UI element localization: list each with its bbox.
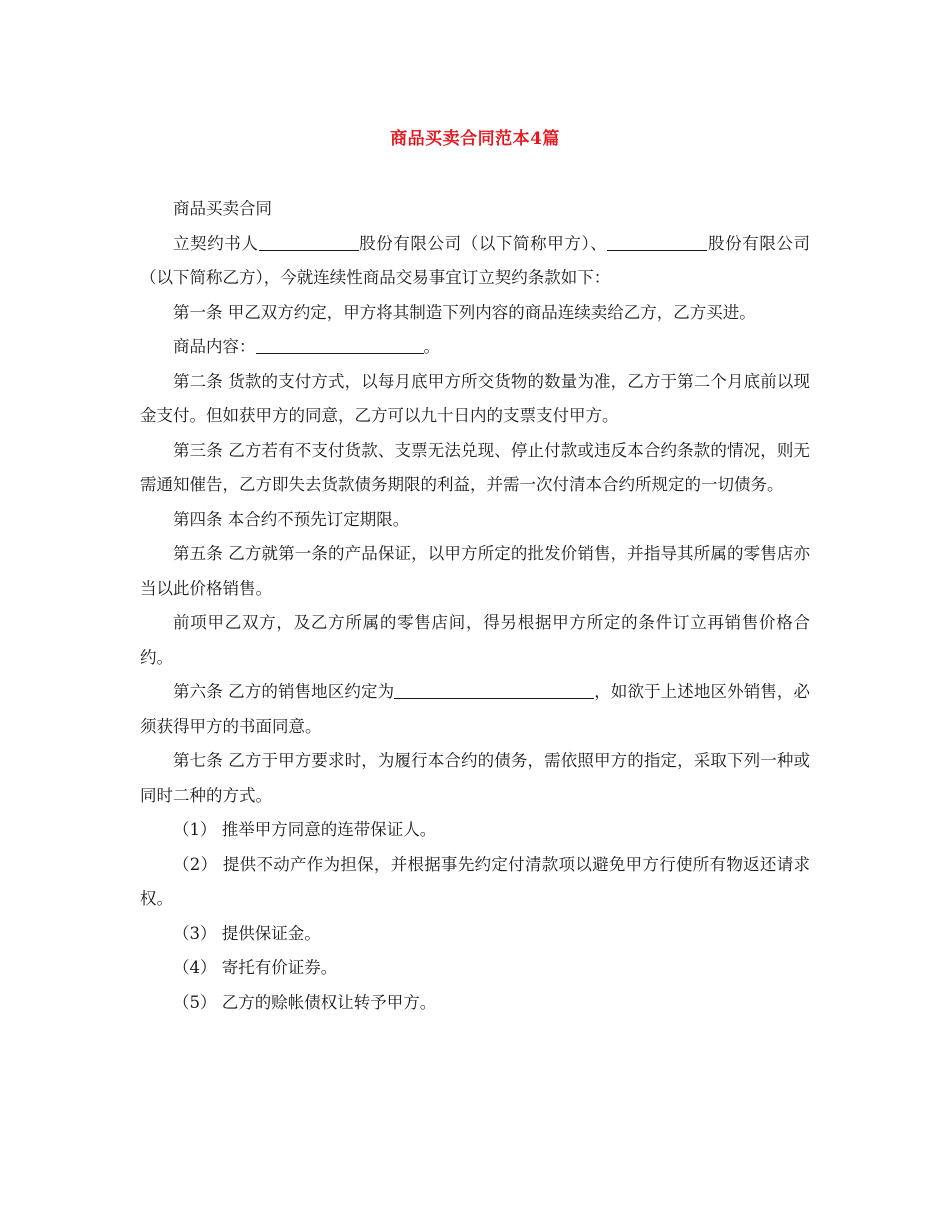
goods-content-line [140, 330, 810, 365]
parties-text-b: 股份有限公司（以下简称甲方）、 [358, 233, 608, 253]
article-7: 第七条 乙方于甲方要求时，为履行本合约的债务，需依照甲方的指定，采取下列一种或同时二种的方式。 [140, 751, 810, 805]
list-item: （4） 寄托有价证券。 [173, 958, 338, 977]
article-4: 第四条 本合约不预先订定期限。 [173, 509, 410, 529]
party-b-blank [607, 233, 707, 251]
goods-blank [256, 337, 424, 355]
list-item: （2） 提供不动产作为担保，并根据事先约定付清款项以避免甲方行使所有物返还请求权。 [140, 854, 810, 908]
article-2: 第二条 货款的支付方式，以每月底甲方所交货物的数量为准，乙方于第二个月底前以现金支付。但如获甲方的同意，乙方可以九十日内的支票支付甲方。 [140, 371, 810, 425]
parties-text-a: 立契约书人 [173, 233, 259, 253]
parties-text-c: 股份有限公司（以下简称乙方），今就连续性商品交易事宜订立契约条款如下： [140, 233, 811, 287]
list-item: （5） 乙方的赊帐债权让转予甲方。 [173, 992, 437, 1012]
article-6-text-b: ，如欲于上述地区外销售，必须获得甲方的书面同意。 [140, 682, 810, 736]
region-blank [394, 682, 594, 700]
contract-body [140, 192, 810, 1020]
article-5: 第五条 乙方就第一条的产品保证，以甲方所定的批发价销售，并指导其所属的零售店亦当以此价格销售。 [140, 544, 810, 598]
article-5-supplement: 前项甲乙双方，及乙方所属的零售店间，得另根据甲方所定的条件订立再销售价格合约。 [140, 613, 810, 667]
article-3: 第三条 乙方若有不支付货款、支票无法兑现、停止付款或违反本合约条款的情况，则无需通知催告，乙方即失去货款债务期限的利益，并需一次付清本合约所规定的一切债务。 [140, 440, 810, 494]
article-6 [140, 675, 810, 744]
goods-label: 商品内容： [173, 337, 256, 356]
list-item: （3） 提供保证金。 [173, 923, 321, 943]
article-1: 第一条 甲乙双方约定，甲方将其制造下列内容的商品连续卖给乙方，乙方买进。 [173, 302, 756, 322]
document-title: 商品买卖合同范本4篇 [390, 129, 560, 149]
parties-paragraph [140, 227, 810, 296]
contract-heading: 商品买卖合同 [173, 199, 272, 218]
list-item: （1） 推举甲方同意的连带保证人。 [173, 820, 437, 839]
party-a-blank [259, 233, 359, 251]
article-6-text-a: 第六条 乙方的销售地区约定为 [173, 682, 395, 701]
goods-end: 。 [423, 337, 440, 356]
